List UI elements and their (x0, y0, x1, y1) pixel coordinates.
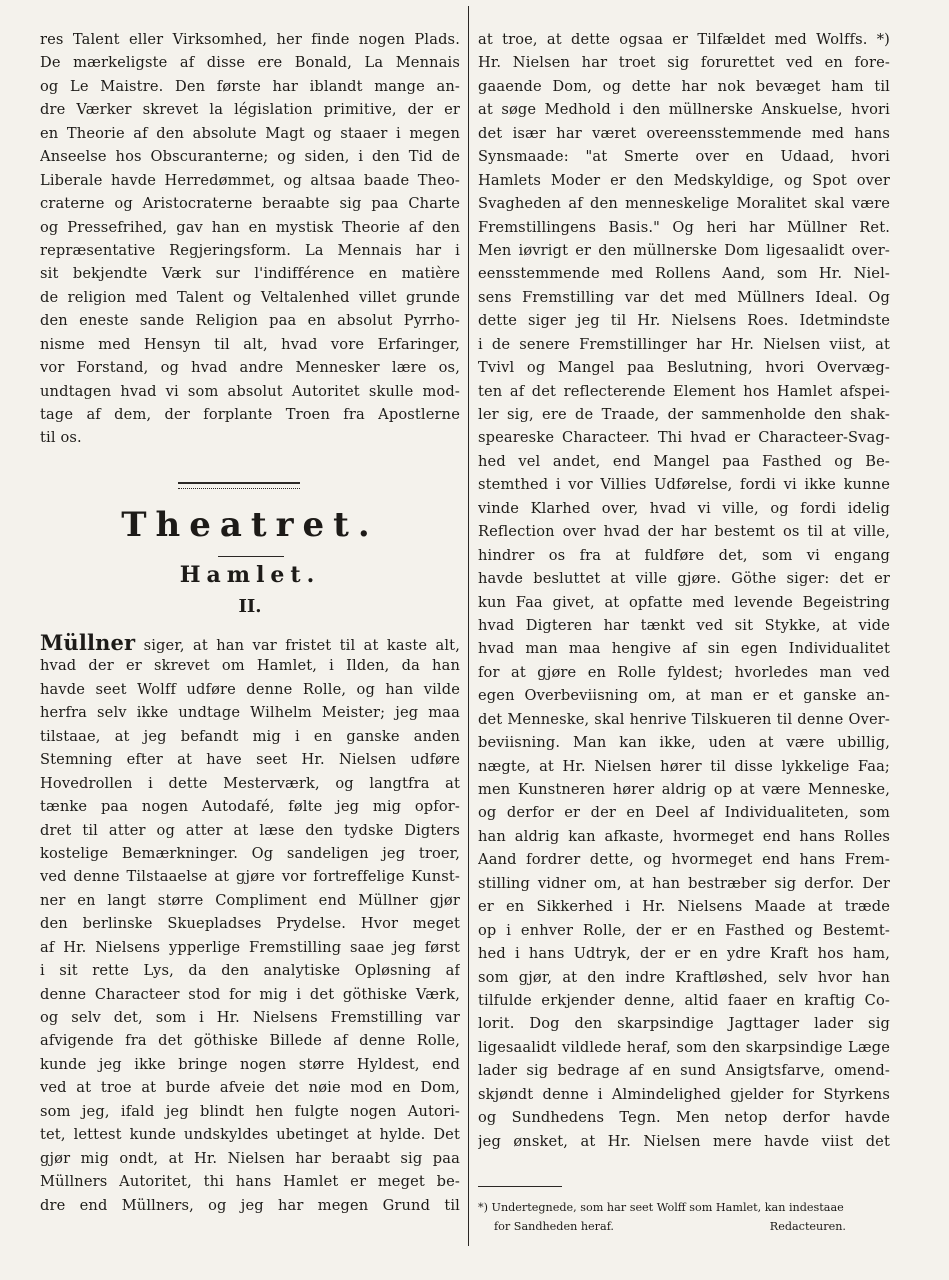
dropcap-word: Müllner (40, 631, 136, 655)
text-line: egen Overbeviisning om, at man er et ganske an- (478, 687, 890, 705)
text-line: afvigende fra det göthiske Billede af denne Rolle, (40, 1032, 460, 1050)
text-line: hed vel andet, end Mangel paa Fasthed og Be- (478, 452, 890, 470)
text-line: og derfor er der en Deel af Individualiteten, som (478, 804, 890, 822)
text-line: Hovedrollen i dette Mesterværk, og langtfra at (40, 774, 460, 792)
text-line: og Le Maistre. Den første har iblandt mange an- (40, 77, 460, 95)
text-line: den eneste sande Religion paa en absolut Pyrrho- (40, 312, 460, 330)
text-line: i de senere Fremstillinger har Hr. Nielsen viist, at (478, 335, 890, 353)
article-first-line (40, 631, 460, 654)
text-line: eensstemmende med Rollens Aand, som Hr. Niel- (478, 265, 890, 283)
text-line: ten af det reflecterende Element hos Hamlet afspei- (478, 382, 890, 400)
text-line: tilstaae, at jeg befandt mig i en ganske anden (40, 727, 460, 745)
section-title: Theatret. (121, 505, 379, 545)
text-line: De mærkeligste af disse ere Bonald, La Mennais (40, 54, 460, 72)
text-line: er en Sikkerhed i Hr. Nielsens Maade at træde (478, 898, 890, 916)
text-line: repræsentative Regjeringsform. La Mennais har i (40, 241, 460, 259)
footnote-text: *) Undertegnede, som har seet Wolff som Hamlet, kan indestaae (478, 1201, 844, 1214)
text-line: havde besluttet at ville gjøre. Göthe siger: det er (478, 570, 890, 588)
text-line: de religion med Talent og Veltalenhed villet grunde (40, 288, 460, 306)
text-line: stemthed i vor Villies Udførelse, fordi vi ikke kunne (478, 476, 890, 494)
text-line: tilfulde erkjender denne, altid faaer en kraftig Co- (478, 991, 890, 1009)
text-line: lader sig bedrage af en sund Ansigtsfarve, omend- (478, 1062, 890, 1080)
text-line: ligesaalidt vildlede heraf, som den skarpsindige Læge (478, 1038, 890, 1056)
text-line: at troe, at dette ogsaa er Tilfældet med Wolffs. *) (478, 31, 890, 48)
text-line: hed i hans Udtryk, der er en ydre Kraft hos ham, (478, 945, 890, 963)
left-column-top-text (40, 28, 460, 450)
section-ornament-rule (178, 482, 300, 489)
text-line: skjøndt denne i Almindelighed gjelder for Styrkens (478, 1085, 890, 1103)
text-line: vor Forstand, og hvad andre Mennesker lære os, (40, 359, 460, 377)
text-line: og Pressefrihed, gav han en mystisk Theorie af den (40, 218, 460, 236)
text-line: det Menneske, skal henrive Tilskueren til denne Over- (478, 710, 890, 728)
text-line: Anseelse hos Obscuranterne; og siden, i den Tid de (40, 148, 460, 166)
text-line: Synsmaade: "at Smerte over en Udaad, hvori (478, 148, 890, 166)
text-line: at søge Medhold i den müllnerske Anskuelse, hvori (478, 101, 890, 119)
text-line: tet, lettest kunde undskyldes ubetinget at hylde. Det (40, 1126, 460, 1144)
text-line: i sit rette Lys, da den analytiske Opløsning af (40, 962, 460, 980)
text-line: denne Characteer stod for mig i det göthiske Værk, (40, 985, 460, 1003)
text-line: Svagheden af den menneskelige Moralitet skal være (478, 195, 890, 213)
column-divider (468, 6, 469, 1246)
section-subtitle: Hamlet. (179, 562, 321, 588)
text-line: en Theorie af den absolute Magt og staaer i megen (40, 124, 460, 142)
text-line: stilling vidner om, at han bestræber sig derfor. Der (478, 874, 890, 892)
text-line: gjør mig ondt, at Hr. Nielsen har beraabt sig paa (40, 1149, 460, 1167)
text-line: res Talent eller Virksomhed, her finde nogen Plads. (40, 31, 460, 48)
text-line: hvad man maa hengive af sin egen Individualitet (478, 640, 890, 658)
text-line: han aldrig kan afkaste, hvormeget end hans Rolles (478, 827, 890, 845)
text-line: Hr. Nielsen har troet sig forurettet ved en fore- (478, 54, 890, 72)
text-line: hvad der er skrevet om Hamlet, i Ilden, da han (40, 657, 460, 675)
text-line: det især har været overeensstemmende med hans (478, 124, 890, 142)
text-line: Reflection over hvad der har bestemt os til at ville, (478, 523, 890, 541)
text-line: gaaende Dom, og dette har nok bevæget ham til (478, 77, 890, 95)
text-line: kun Faa givet, at opfatte med levende Begeistring (478, 593, 890, 611)
text-line: sit bekjendte Værk sur l'indifférence en matière (40, 265, 460, 283)
first-line-rest: siger, at han var fristet til at kaste alt, (135, 637, 460, 654)
text-line: som jeg, ifald jeg blindt hen fulgte nogen Autori- (40, 1102, 460, 1120)
text-line: Hamlets Moder er den Medskyldige, og Spot over (478, 171, 890, 189)
text-line: Müllners Autoritet, thi hans Hamlet er meget be- (40, 1173, 460, 1191)
text-line: vinde Klarhed over, hvad vi ville, og fordi idelig (478, 499, 890, 517)
text-line: dre Værker skrevet la législation primitive, der er (40, 101, 460, 119)
text-line: hindrer os fra at fuldføre det, som vi engang (478, 546, 890, 564)
title-underline (218, 556, 284, 557)
text-line: for at gjøre en Rolle fyldest; hvorledes man ved (478, 663, 890, 681)
left-column-article-text (40, 631, 460, 1217)
footnote-text-2: for Sandheden heraf. (494, 1220, 614, 1233)
text-line: nisme med Hensyn til alt, hvad vore Erfaringer, (40, 335, 460, 353)
text-line: Fremstillingens Basis." Og heri har Müllner Ret. (478, 218, 890, 236)
text-line: tænke paa nogen Autodafé, følte jeg mig opfor- (40, 798, 460, 816)
text-line: speareske Characteer. Thi hvad er Characteer-Svag- (478, 429, 890, 447)
text-line: lorit. Dog den skarpsindige Jagttager lader sig (478, 1015, 890, 1033)
text-line: af Hr. Nielsens ypperlige Fremstilling saae jeg først (40, 938, 460, 956)
text-line: Tvivl og Mangel paa Beslutning, hvori Overvæg- (478, 359, 890, 377)
text-line: Men iøvrigt er den müllnerske Dom ligesaalidt over- (478, 241, 890, 259)
text-line: dette siger jeg til Hr. Nielsens Roes. Idetmindste (478, 312, 890, 330)
text-line: beviisning. Man kan ikke, uden at være ubillig, (478, 734, 890, 752)
text-line: ved denne Tilstaaelse at gjøre vor fortreffelige Kunst- (40, 868, 460, 886)
text-line: jeg ønsket, at Hr. Nielsen mere havde viist det (478, 1132, 890, 1150)
text-line: den berlinske Skuepladses Prydelse. Hvor meget (40, 915, 460, 933)
text-line: op i enhver Rolle, der er en Fasthed og Bestemt- (478, 921, 890, 939)
right-column-text (478, 28, 890, 1153)
text-line: nægte, at Hr. Nielsen hører til disse lykkelige Faa; (478, 757, 890, 775)
text-line: havde seet Wolff udføre denne Rolle, og han vilde (40, 680, 460, 698)
footnote-second-line (478, 1217, 890, 1236)
text-line: Stemning efter at have seet Hr. Nielsen udføre (40, 751, 460, 769)
text-line: hvad Digteren har tænkt ved sit Stykke, at vide (478, 616, 890, 634)
text-line: herfra selv ikke undtage Wilhelm Meister; jeg maa (40, 704, 460, 722)
text-line: og Sundhedens Tegn. Men netop derfor havde (478, 1109, 890, 1127)
footnote-rule (478, 1186, 562, 1187)
text-line: craterne og Aristocraterne beraabte sig paa Charte (40, 195, 460, 213)
text-line: ler sig, ere de Traade, der sammenholde den shak- (478, 406, 890, 423)
footnote (478, 1198, 890, 1236)
text-line: undtagen hvad vi som absolut Autoritet skulle mod- (40, 382, 460, 400)
text-line: ved at troe at burde afveie det nøie mod en Dom, (40, 1079, 460, 1097)
text-line: tage af dem, der forplante Troen fra Apostlerne (40, 406, 460, 423)
text-line: kunde jeg ikke bringe nogen større Hyldest, end (40, 1055, 460, 1073)
text-line: sens Fremstilling var det med Müllners Ideal. Og (478, 288, 890, 306)
footnote-signature: Redacteuren. (769, 1220, 846, 1233)
section-numeral: II. (238, 596, 262, 617)
text-line: som gjør, at den indre Kraftløshed, selv hvor han (478, 968, 890, 986)
text-line: ner en langt større Compliment end Müllner gjør (40, 891, 460, 909)
text-line: og selv det, som i Hr. Nielsens Fremstilling var (40, 1009, 460, 1026)
text-line: dre end Müllners, og jeg har megen Grund til (40, 1196, 460, 1214)
text-line: til os. (40, 429, 82, 447)
text-line: dret til atter og atter at læse den tydske Digters (40, 821, 460, 839)
text-line: men Kunstneren hører aldrig op at være Menneske, (478, 781, 890, 798)
text-line: Liberale havde Herredømmet, og altsaa baade Theo- (40, 171, 460, 189)
text-line: Aand fordrer dette, og hvormeget end hans Frem- (478, 851, 890, 869)
text-line: kostelige Bemærkninger. Og sandeligen jeg troer, (40, 844, 460, 862)
